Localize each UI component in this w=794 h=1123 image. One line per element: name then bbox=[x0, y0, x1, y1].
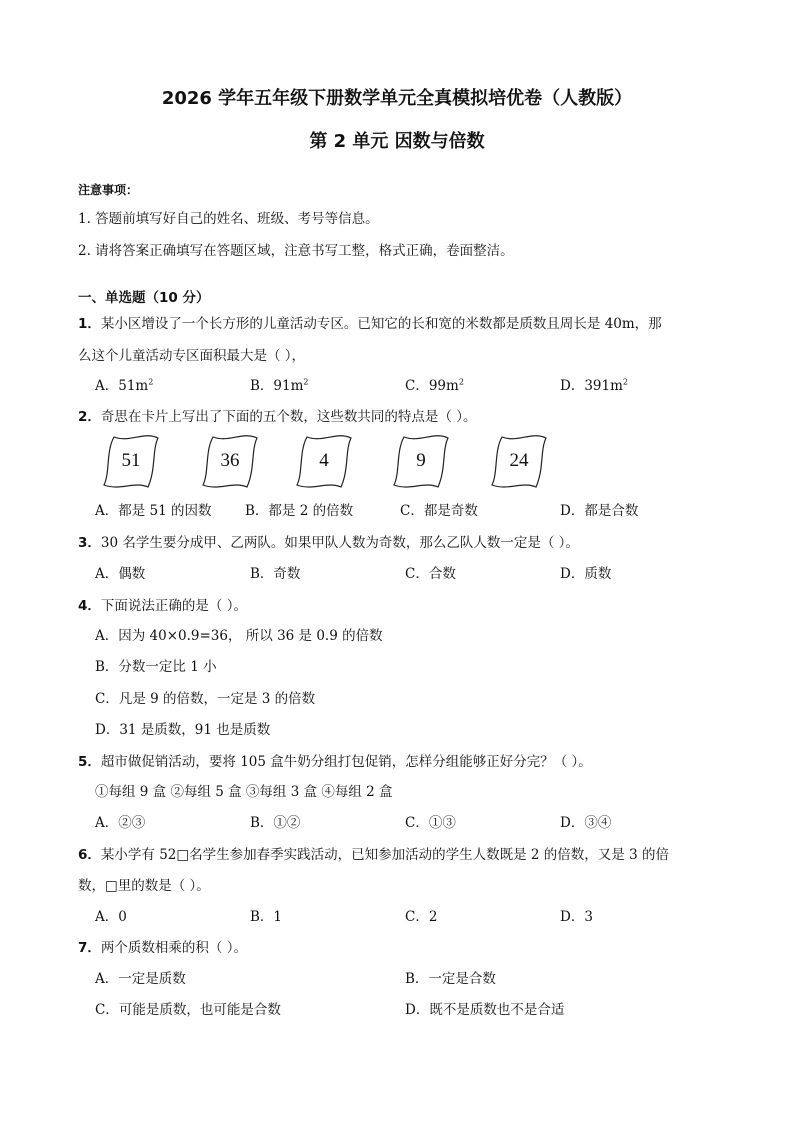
section-title: 一、单选题（10 分） bbox=[78, 290, 210, 306]
question-1 bbox=[78, 312, 662, 332]
question-1-cont: 么这个儿童活动专区面积最大是（ ）， bbox=[78, 348, 306, 364]
number-card: 36 bbox=[199, 433, 261, 491]
question-6 bbox=[78, 843, 669, 863]
option-c[interactable]: C．都是奇数 bbox=[400, 503, 478, 519]
question-number: 7． bbox=[78, 940, 101, 956]
option-a[interactable]: A．因为 40×0.9=36， 所以 36 是 0.9 的倍数 bbox=[95, 628, 383, 644]
question-text: 两个质数相乘的积（ ）。 bbox=[100, 940, 247, 956]
option-a[interactable]: A．都是 51 的因数 bbox=[95, 503, 212, 519]
option-c[interactable]: C．①③ bbox=[405, 815, 456, 831]
question-4 bbox=[78, 594, 247, 614]
question-text: 某小区增设了一个长方形的儿童活动专区。已知它的长和宽的米数都是质数且周长是 40m，那 bbox=[100, 316, 662, 332]
question-5 bbox=[78, 750, 592, 770]
number-card: 9 bbox=[390, 433, 452, 491]
option-a[interactable]: A．②③ bbox=[95, 815, 146, 831]
option-c[interactable]: C．$99m^2$ bbox=[405, 377, 464, 394]
question-2 bbox=[78, 405, 476, 425]
option-c[interactable]: C．2 bbox=[405, 909, 438, 925]
option-b[interactable]: B．分数一定比 1 小 bbox=[95, 659, 217, 675]
option-b[interactable]: B．都是 2 的倍数 bbox=[245, 503, 354, 519]
number-cards bbox=[95, 433, 565, 495]
option-c[interactable]: C．合数 bbox=[405, 566, 456, 582]
number-card: 4 bbox=[293, 433, 355, 491]
option-a[interactable]: A．$51m^2$ bbox=[95, 377, 154, 394]
question-5-choices: ①每组 9 盒 ②每组 5 盒 ③每组 3 盒 ④每组 2 盒 bbox=[95, 784, 393, 800]
option-b[interactable]: B．①② bbox=[250, 815, 301, 831]
exam-title: 2026 学年五年级下册数学单元全真模拟培优卷（人教版） bbox=[161, 88, 633, 109]
option-a[interactable]: A．0 bbox=[95, 909, 127, 925]
option-d[interactable]: D．既不是质数也不是合适 bbox=[405, 1002, 565, 1018]
question-7 bbox=[78, 936, 247, 956]
option-b[interactable]: B．一定是合数 bbox=[405, 971, 496, 987]
question-number: 5． bbox=[78, 754, 101, 770]
option-d[interactable]: D．3 bbox=[560, 909, 593, 925]
option-d[interactable]: D．质数 bbox=[560, 566, 612, 582]
option-c[interactable]: C．可能是质数，也可能是合数 bbox=[95, 1002, 281, 1018]
option-c[interactable]: C．凡是 9 的倍数，一定是 3 的倍数 bbox=[95, 691, 316, 707]
option-d[interactable]: D．31 是质数，91 也是质数 bbox=[95, 722, 271, 738]
option-b[interactable]: B．1 bbox=[250, 909, 283, 925]
question-number: 4． bbox=[78, 598, 101, 614]
option-d[interactable]: D．③④ bbox=[560, 815, 612, 831]
question-number: 3． bbox=[78, 535, 101, 551]
unit-title: 第 2 单元 因数与倍数 bbox=[309, 131, 485, 152]
option-b[interactable]: B．$91m^2$ bbox=[250, 377, 309, 394]
question-text: 奇思在卡片上写出了下面的五个数，这些数共同的特点是（ ）。 bbox=[100, 409, 477, 425]
question-number: 1． bbox=[78, 316, 101, 332]
question-number: 2． bbox=[78, 409, 101, 425]
question-3 bbox=[78, 531, 579, 551]
question-number: 6． bbox=[78, 847, 101, 863]
question-text: 某小学有 52□名学生参加春季实践活动，已知参加活动的学生人数既是 2 的倍数，又是 3 的倍 bbox=[100, 847, 669, 863]
notes-heading: 注意事项： bbox=[78, 183, 139, 197]
note-item-1: 1. 答题前填写好自己的姓名、班级、考号等信息。 bbox=[78, 211, 379, 227]
question-text: 30 名学生要分成甲、乙两队。如果甲队人数为奇数，那么乙队人数一定是（ ）。 bbox=[100, 535, 579, 551]
number-card: 24 bbox=[488, 433, 550, 491]
option-a[interactable]: A．一定是质数 bbox=[95, 971, 186, 987]
option-d[interactable]: D．$391m^2$ bbox=[560, 377, 628, 394]
note-item-2: 2. 请将答案正确填写在答题区域，注意书写工整，格式正确，卷面整洁。 bbox=[78, 243, 514, 259]
question-text: 下面说法正确的是（ ）。 bbox=[100, 598, 247, 614]
number-card: 51 bbox=[100, 433, 162, 491]
question-text: 超市做促销活动，要将 105 盒牛奶分组打包促销，怎样分组能够正好分完？（ ）。 bbox=[100, 754, 592, 770]
question-6-cont: 数，□里的数是（ ）。 bbox=[78, 878, 210, 894]
option-a[interactable]: A．偶数 bbox=[95, 566, 146, 582]
option-d[interactable]: D．都是合数 bbox=[560, 503, 639, 519]
option-b[interactable]: B．奇数 bbox=[250, 566, 301, 582]
